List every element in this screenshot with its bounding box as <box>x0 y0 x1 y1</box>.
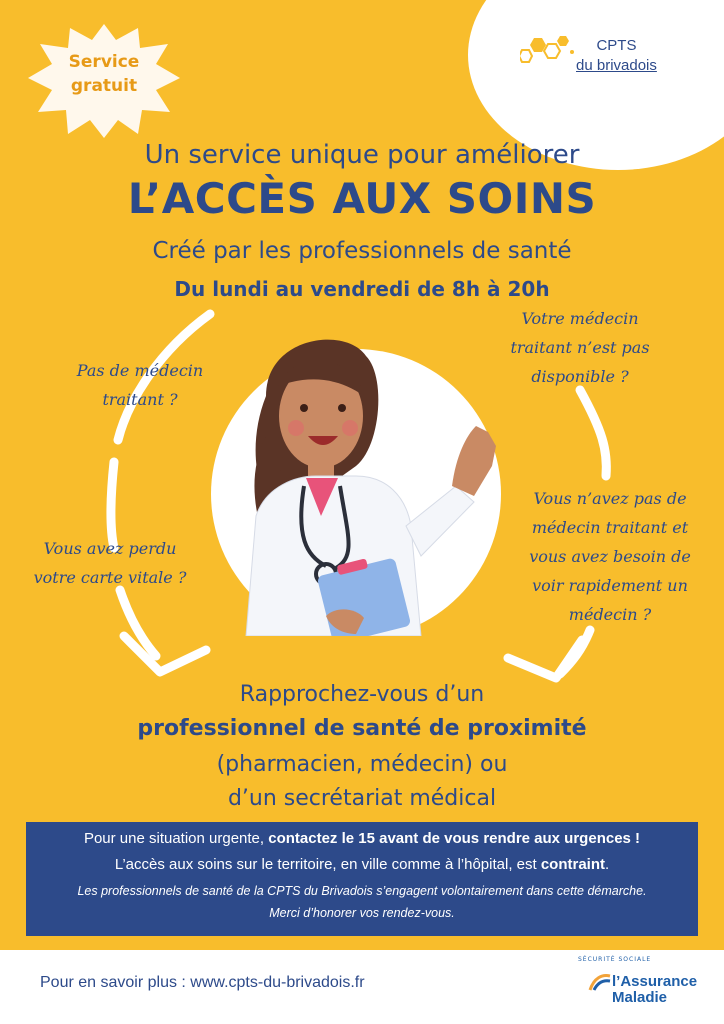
q2-line1: Votre médecin <box>521 309 639 328</box>
q4-line1: Vous n’avez pas de <box>533 489 687 508</box>
badge-text <box>26 50 182 98</box>
q3-line1: Vous avez perdu <box>43 539 177 558</box>
q2-line2: traitant n’est pas <box>510 338 650 357</box>
q1-line2: traitant ? <box>102 390 178 409</box>
appointment-notice: Merci d’honorer vos rendez-vous. <box>269 906 455 920</box>
question-doctor-unavailable <box>480 304 680 391</box>
cta-line4: d’un secrétariat médical <box>227 786 497 811</box>
cpts-logo <box>520 30 710 80</box>
question-lost-card <box>10 534 210 592</box>
page-title: L’ACCÈS AUX SOINS <box>127 174 597 223</box>
opening-hours: Du lundi au vendredi de 8h à 20h <box>174 277 550 301</box>
q4-line3: vous avez besoin de <box>529 547 691 566</box>
urgent-notice-bold: contactez le 15 avant de vous rendre aux urgences ! <box>268 830 641 847</box>
commitment-notice: Les professionnels de santé de la CPTS du Brivadois s’engagent volontairement dans cette démarche. <box>77 884 647 898</box>
urgent-notice <box>26 822 698 850</box>
q4-line4: voir rapidement un <box>532 576 688 595</box>
question-urgent-need <box>505 484 715 629</box>
am-small-text: SÉCURITÉ SOCIALE <box>578 956 652 963</box>
free-service-badge <box>26 20 182 142</box>
access-notice-start: L’accès aux soins sur le territoire, en ville comme à l’hôpital, est <box>114 856 541 873</box>
header-line3: Créé par les professionnels de santé <box>152 238 572 264</box>
cta-line1: Rapprochez-vous d’un <box>239 682 485 707</box>
header-line1: Un service unique pour améliorer <box>144 140 580 170</box>
logo-text <box>576 36 657 76</box>
badge-line2: gratuit <box>70 76 138 96</box>
access-notice-bold: contraint <box>540 856 606 873</box>
honeycomb-icon <box>520 30 576 70</box>
cta-line2: professionnel de santé de proximité <box>137 716 587 741</box>
am-name <box>612 974 697 1006</box>
info-box <box>26 822 698 936</box>
am-emblem-icon <box>588 972 612 992</box>
doctor-illustration <box>206 316 506 636</box>
footer-website[interactable]: Pour en savoir plus : www.cpts-du-brivadois.fr <box>40 974 365 991</box>
urgent-notice-start: Pour une situation urgente, <box>83 830 269 847</box>
q1-line1: Pas de médecin <box>76 361 204 380</box>
access-notice <box>26 850 698 880</box>
assurance-maladie-logo <box>576 956 716 1016</box>
q4-line2: médecin traitant et <box>531 518 689 537</box>
logo-line1: CPTS <box>596 37 637 54</box>
cta-line3: (pharmacien, médecin) ou <box>216 752 508 777</box>
q4-line5: médecin ? <box>568 605 652 624</box>
badge-line1: Service <box>68 52 140 72</box>
q2-line3: disponible ? <box>531 367 629 386</box>
logo-line2: du brivadois <box>576 57 657 74</box>
am-line1: l’Assurance <box>612 973 698 990</box>
access-notice-end: . <box>605 856 610 873</box>
footer <box>0 950 724 1024</box>
q3-line2: votre carte vitale ? <box>33 568 187 587</box>
am-line2: Maladie <box>612 989 668 1006</box>
